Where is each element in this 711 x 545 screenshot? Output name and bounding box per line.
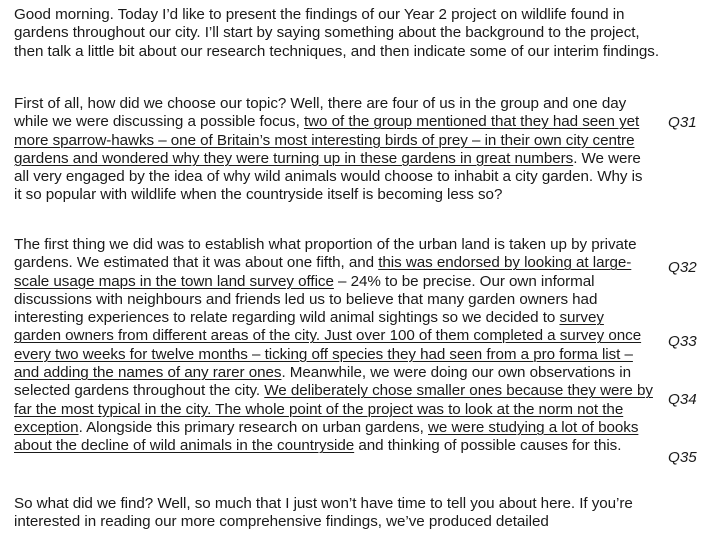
paragraph-findings (14, 495, 654, 532)
paragraph-topic-text-1: First of all, how did we choose our topic? Well, there are four of us in the group and one day while we were discussing a possible focus, (14, 95, 627, 131)
question-label-q31: Q31 (668, 114, 697, 131)
paragraph-topic (14, 95, 649, 205)
question-label-q35: Q35 (668, 449, 697, 466)
paragraph-intro (14, 6, 669, 61)
answer-q31-underline: two of the group mentioned that they had seen yet more sparrow-hawks – one of Britain’s most interesting birds of prey – in their own city centre gardens and wondered why they were turning up in these gardens in great numbers (14, 113, 640, 167)
paragraph-method-text-3: . Meanwhile, we were doing our own observations in selected gardens throughout the city. (14, 364, 631, 400)
question-label-q34: Q34 (668, 391, 697, 408)
paragraph-method-text-2: – 24% to be precise. Our own informal discussions with neighbours and friends led us to believe that many garden owners had interesting experiences to relate regarding wild animal sightings so we decided to (14, 272, 598, 327)
answer-q34-underline: We deliberately chose smaller ones because they were by far the most typical in the city. The whole point of the project was to look at the norm not the exception (14, 382, 653, 436)
paragraph-topic-text-2: . We were all very engaged by the idea of why wild animals would choose to inhabit a city garden. Why is it so popular with wildlife when the countryside itself is becoming less so? (14, 149, 643, 204)
paragraph-method (14, 236, 654, 456)
paragraph-method-text-4: . Alongside this primary research on urban gardens, (78, 418, 429, 436)
question-label-q32: Q32 (668, 259, 697, 276)
answer-q35-underline: we were studying a lot of books about the decline of wild animals in the countryside (14, 418, 639, 455)
answer-q32-underline: this was endorsed by looking at large-scale usage maps in the town land survey office (14, 254, 632, 290)
paragraph-intro-text: Good morning. Today I’d like to present the findings of our Year 2 project on wildlife found in gardens throughout our city. I’ll start by saying something about the background to the project, then talk a little bit about our research techniques, and then indicate some of our interim findings. (14, 6, 660, 60)
paragraph-method-text-5: and thinking of possible causes for this. (354, 437, 622, 455)
paragraph-findings-text: So what did we find? Well, so much that I just won’t have time to tell you about here. If you’re interested in reading our more comprehensive findings, we’ve produced detailed (14, 495, 633, 531)
paragraph-method-text-1: The first thing we did was to establish what proportion of the urban land is taken up by private gardens. We estimated that it was about one fifth, and (14, 236, 637, 272)
answer-q33-underline: survey garden owners from different areas of the city. Just over 100 of them completed a survey once every two weeks for twelve months – ticking off species they had seen from a pro forma list – and adding the names of any rarer ones (14, 309, 642, 382)
question-label-q33: Q33 (668, 333, 697, 350)
